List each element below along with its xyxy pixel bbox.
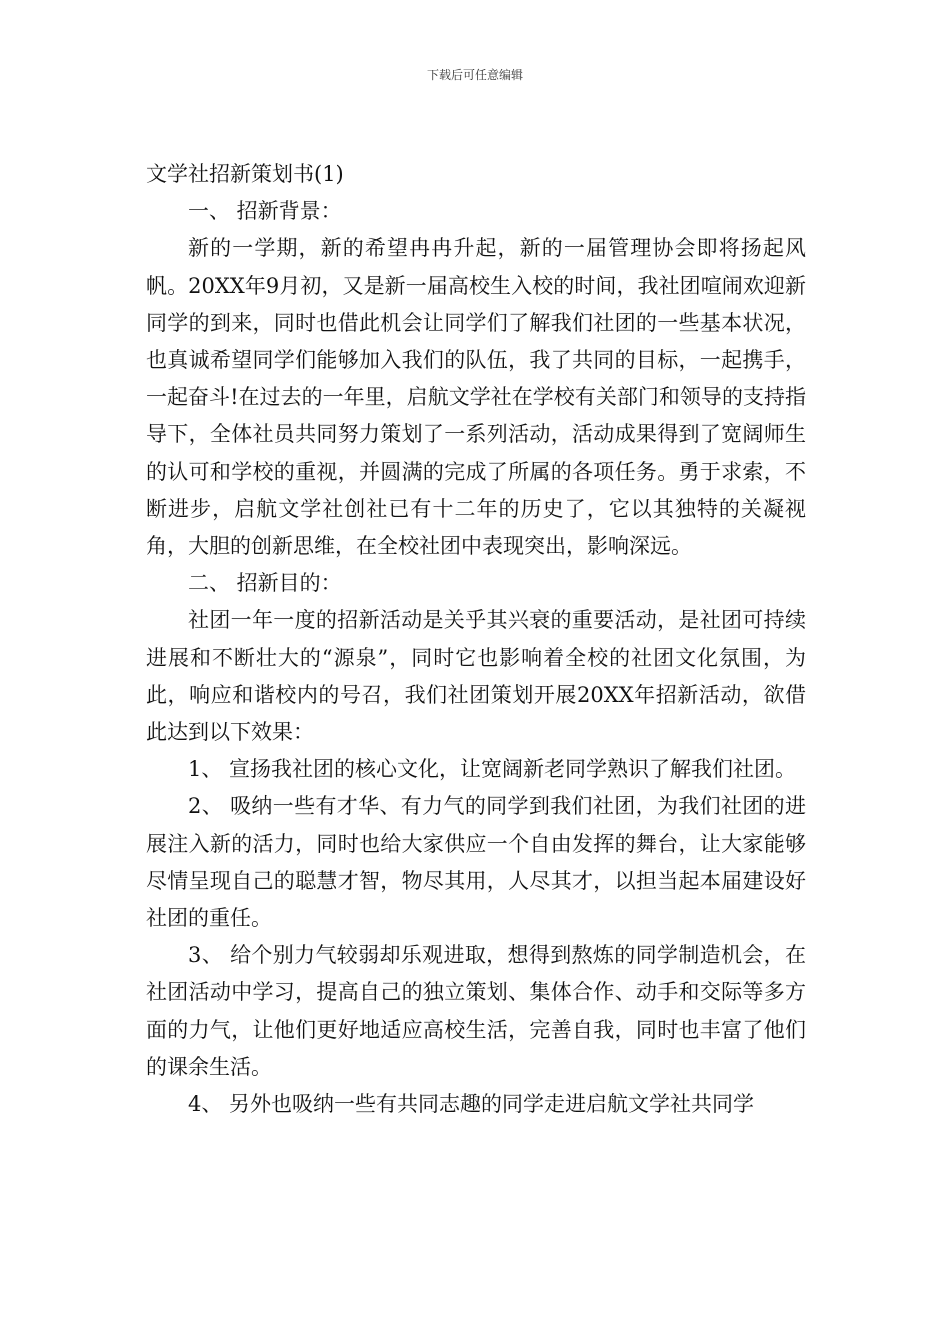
page-header: 下载后可任意编辑 xyxy=(426,68,523,82)
section-heading-background: 一、 招新背景： xyxy=(188,199,342,224)
list-item: 3、 给个别力气较弱却乐观进取，想得到熬炼的同学制造机会，在社团活动中学习，提高自己的独立策划、集体合作、动手和交际等多方面的力气，让他们更好地适应高校生活，完善自我，同时也丰富了他们的课余生活。 xyxy=(146,943,806,1079)
list-item: 1、 宣扬我社团的核心文化，让宽阔新老同学熟识了解我们社团。 xyxy=(188,757,797,782)
list-item: 4、 另外也吸纳一些有共同志趣的同学走进启航文学社共同学 xyxy=(188,1092,755,1117)
section-paragraph-purpose: 社团一年一度的招新活动是关乎其兴衰的重要活动，是社团可持续进展和不断壮大的“源泉”，同时它也影响着全校的社团文化氛围，为此，响应和谐校内的号召，我们社团策划开展20XX年招新活动，欲借此达到以下效果： xyxy=(146,608,806,745)
document-body xyxy=(146,156,806,1123)
section-heading-purpose: 二、 招新目的： xyxy=(188,571,342,596)
section-paragraph-background: 新的一学期，新的希望冉冉升起，新的一届管理协会即将扬起风帆。20XX年9月初，又是新一届高校生入校的时间，我社团喧闹欢迎新同学的到来，同时也借此机会让同学们了解我们社团的一些基本状况，也真诚希望同学们能够加入我们的队伍，我了共同的目标，一起携手，一起奋斗!在过去的一年里，启航文学社在学校有关部门和领导的支持指导下，全体社员共同努力策划了一系列活动，活动成果得到了宽阔师生的认可和学校的重视，并圆满的完成了所属的各项任务。勇于求索，不断进步，启航文学社创社已有十二年的历史了，它以其独特的关凝视角，大胆的创新思维，在全校社团中表现突出，影响深远。 xyxy=(146,236,806,559)
document-title: 文学社招新策划书(1) xyxy=(146,162,344,186)
list-item: 2、 吸纳一些有才华、有力气的同学到我们社团，为我们社团的进展注入新的活力，同时也给大家供应一个自由发挥的舞台，让大家能够尽情呈现自己的聪慧才智，物尽其用，人尽其才，以担当起本届建设好社团的重任。 xyxy=(146,794,806,931)
